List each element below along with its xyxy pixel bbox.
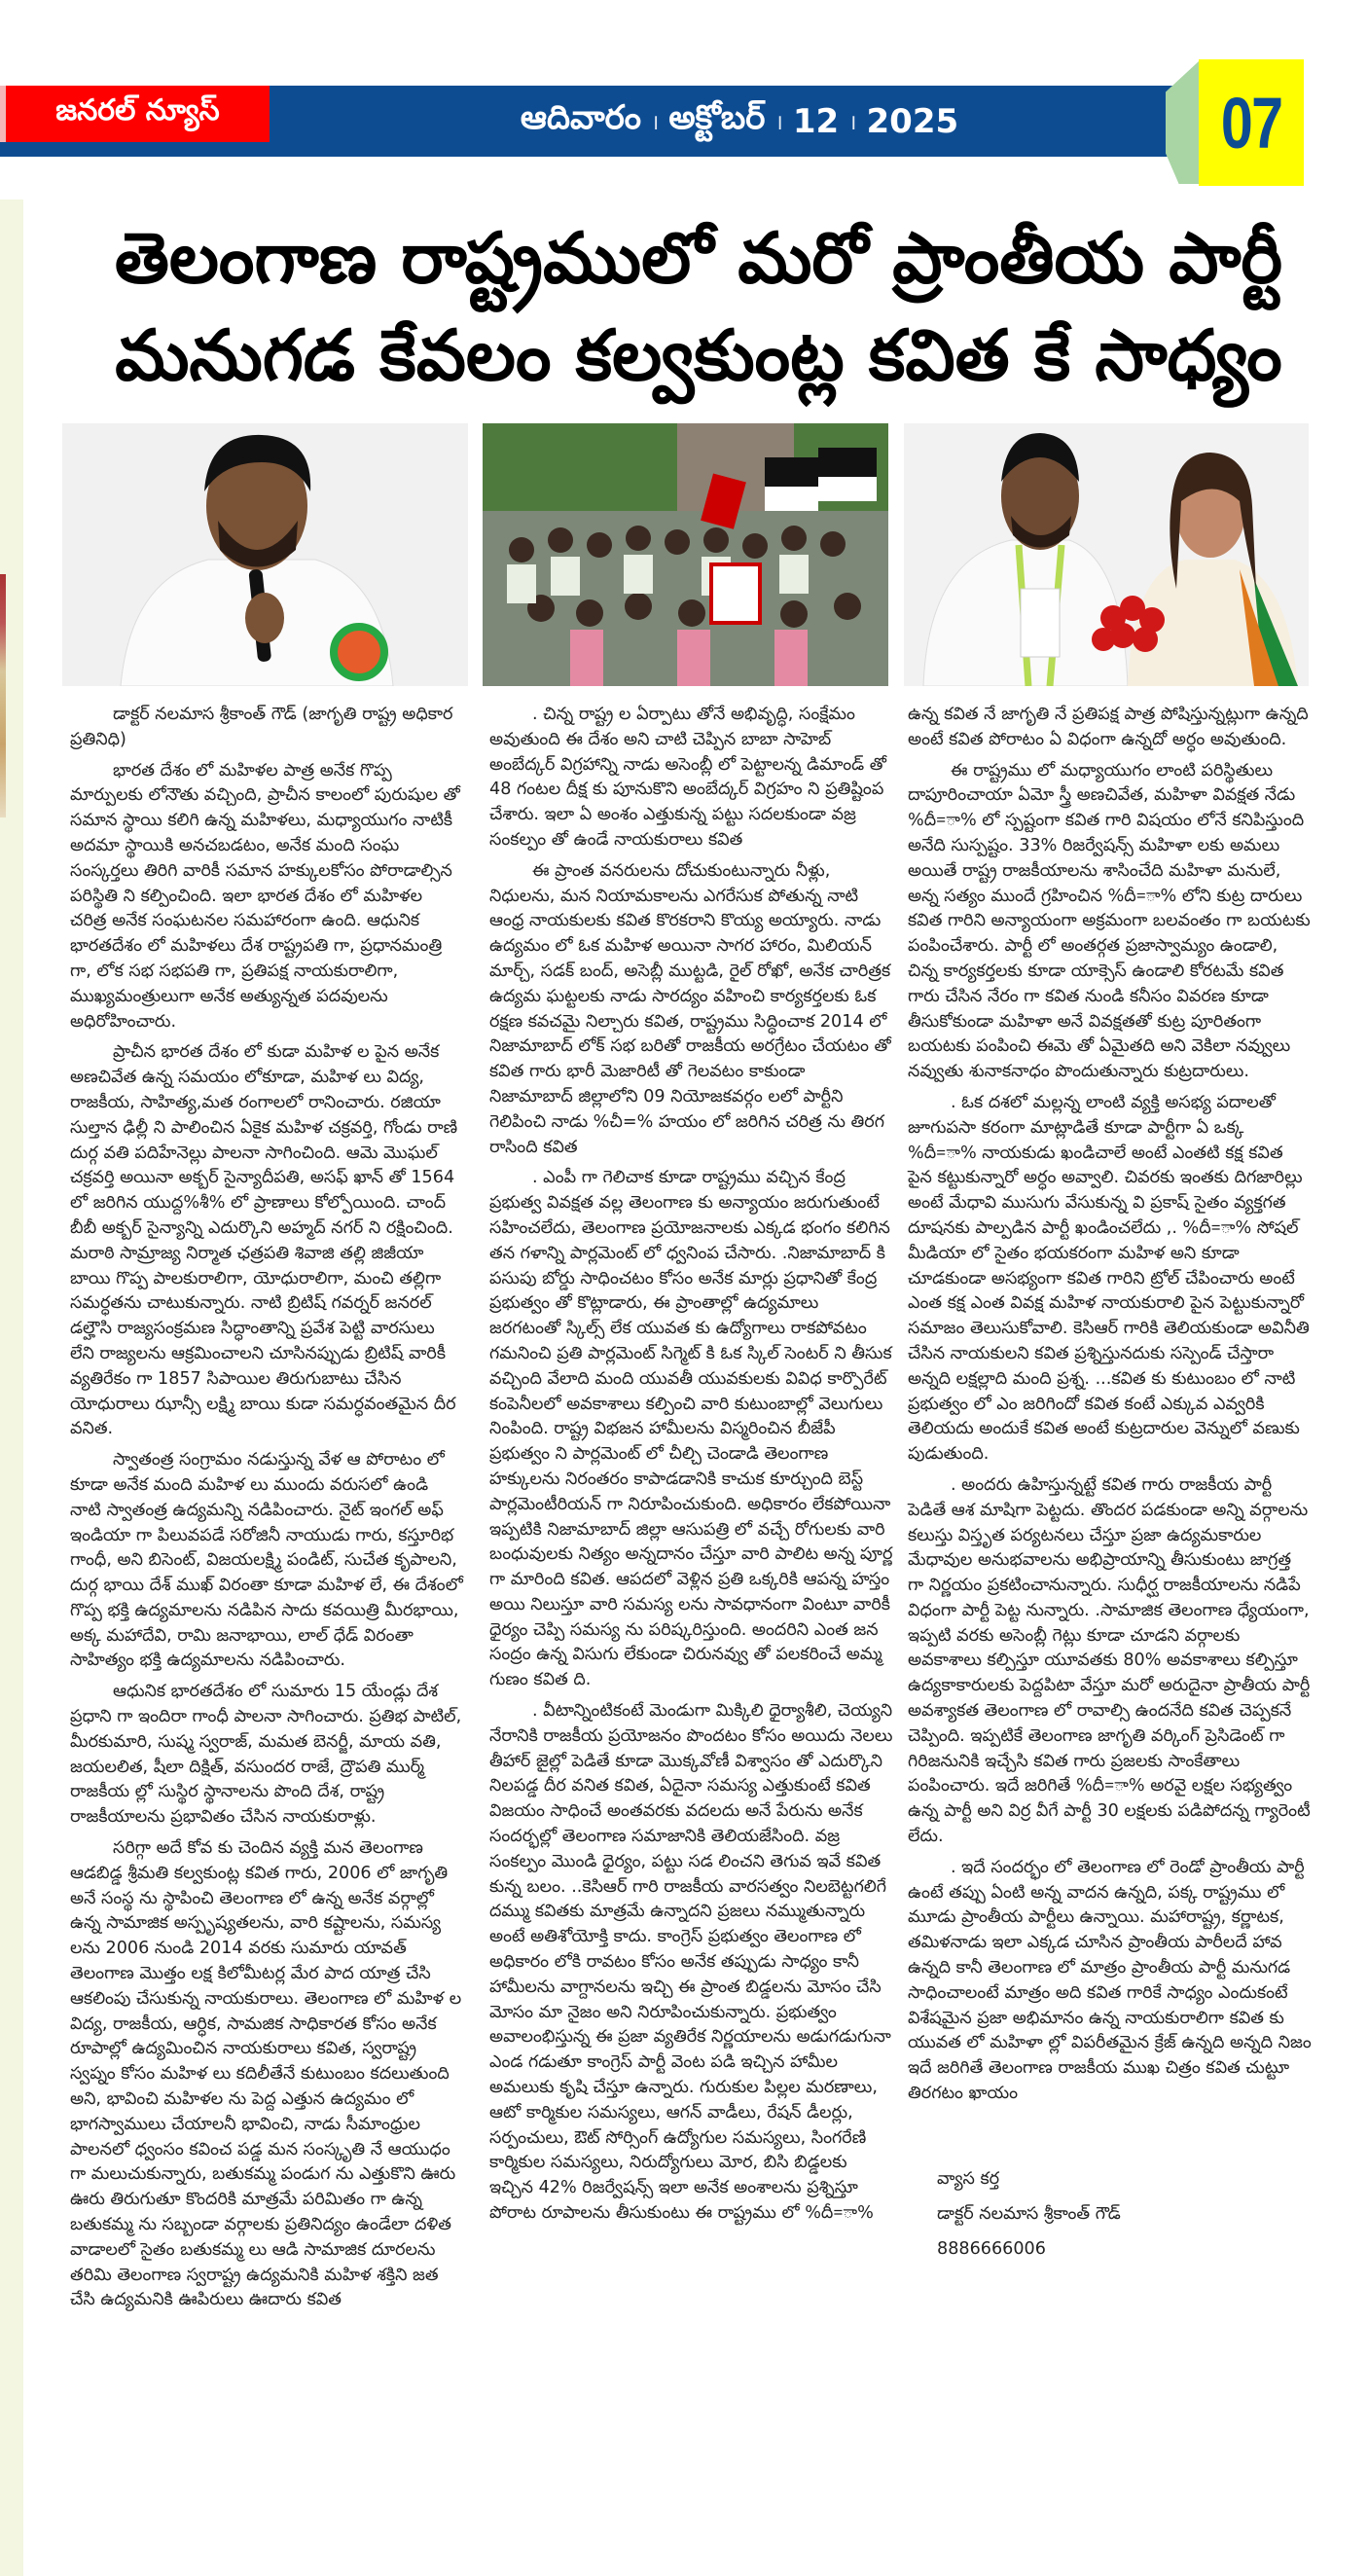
byline-author: డాక్టర్ నలమాస శ్రీకాంత్ గౌడ్ xyxy=(937,2203,1121,2224)
date-day: ఆదివారం xyxy=(520,98,642,137)
date-month: అక్టోబర్ xyxy=(668,98,766,137)
article-paragraph: సరిగ్గా అదే కోవ కు చెందిన వ్యక్తి మన తెలంగాణ ఆడబిడ్డ శ్రీమతి కల్వకుంట్ల కవిత గారు, 2006 లో జాగృతి అనే సంస్థ ను స్థాపించి తెలంగాణ లో ఉన్న అనేక వర్గాల్లో ఉన్న సామాజిక అస్పృష్యతలను, వారి కష్టాలను, సమస్య లను 2006 నుండి 2014 వరకు సుమారు యావత్ తెలంగాణ మొత్తం లక్ష కిలోమీటర్ల మేర పాద యాత్ర చేసి ఆకలింపు చేసుకున్న నాయకురాలు. తెలంగాణ లో మహిళ ల విద్య, రాజకీయ, ఆర్ధిక, సామజిక సాధికారత కోసం అనేక రూపాల్లో ఉద్యమించిన నాయకురాలు కవిత, స్వరాష్ట్ర స్వప్నం కోసం మహిళ లు కదిలీతేనే కుటుంబం కదలుతుంది అని, భావించి మహిళల ను పెద్ద ఎత్తున ఉద్యమం లో భాగస్వాములు చేయాలనీ భావించి, నాడు సీమాంధ్రుల పాలనలో ధ్వంసం కవించ పడ్డ మన సంస్కృతి నే ఆయుధం గా మలుచుకున్నారు, బతుకమ్మ పండుగ ను ఎత్తుకొని ఊరు ఊరు తిరుగుతూ కొందరికి మాత్రమే పరిమితం గా ఉన్న బతుకమ్మ ను సబ్బండా వర్గాలకు ప్రతినిద్యం ఉండేలా దళిత వాడాలలో సైతం బతుకమ్మ లు ఆడి సామాజిక దూరలను తరిమి తెలంగాణ స్వరాష్ట్ర ఉద్యమనికి మహిళ శక్తిని జత చేసి ఉద్యమనికి ఊపిరులు ఊదారు కవిత xyxy=(70,1838,462,2310)
article-paragraph: . వీటాన్నింటికంటే మెండుగా మిక్కిలి ధైర్యాశీలి, చెయ్యని నేరానికి రాజకీయ ప్రయోజనం పొందటం కోసం అయిదు నెలలు తీహార్ జైల్లో పెడితే కూడా మొక్కవోణీ విశ్వాసం తో ఎదుర్కొని నిలపడ్డ దీర వనిత కవిత, ఏదైనా సమస్య ఎత్తుకుంటే కవిత విజయం సాధించే అంతవరకు వదలదు అనే పేరును అనేక సందర్భల్లో తెలంగాణ సమాజానికి తెలియజేసింది. వజ్ర సంకల్పం మొండి ధైర్యం, పట్టు సడ లించని తెగువ ఇవే కవిత కున్న బలం. ..కెసిఆర్ గారి రాజకీయ వారసత్వం నిలబెట్టగలిగే దమ్ము కవితకు మాత్రమే ఉన్నాదని ప్రజలు నమ్ముతున్నారు అంటే అతిశోయోక్తి కాదు. కాంగ్రెస్ ప్రభుత్వం తెలంగాణ లో అధికారం లోకి రావటం కోసం అనేక తప్పుడు సాధ్యం కానీ హామీలను వాగ్దానలను ఇచ్చి ఈ ప్రాంత బిడ్డలను మోసం చేసి మోసం మా నైజం అని నిరూపించుకున్నారు. ప్రభుత్వం అవాలంభిస్తున్న ఈ ప్రజా వ్యతిరేక నిర్ణయాలను అడుగడుగునా ఎండ గడుతూ కాంగ్రెస్ పార్టీ వెంట పడి ఇచ్చిన హామీల అమలుకు కృషి చేస్తూ ఉన్నారు. గురుకుల పిల్లల మరణాలు, ఆటో కార్మికుల సమస్యలు, ఆగన్ వాడీలు, రేషన్ డీలర్లు, సర్పంచులు, ఔట్ సోర్సింగ్ ఉద్యోగుల సమస్యలు, సింగరేణి కార్మికుల సమస్యలు, నిరుద్యోగులు మోర, బిసి బిడ్డలకు ఇచ్చిన 42% రిజర్వేషన్స్ ఇలా అనేక అంశాలను ప్రశ్నిస్తూ పోరాట రూపాలను తీసుకుంటు ఈ రాష్ట్రము లో %దీ=ా% xyxy=(489,1701,893,2224)
byline-label: వ్యాస కర్త xyxy=(937,2168,1000,2189)
byline-phone: 8886666006 xyxy=(937,2238,1046,2259)
article-column-1 xyxy=(70,703,464,2319)
article-paragraph: ఈ ప్రాంత వనరులను దోచుకుంటున్నారు నీళ్లు, నిధులను, మన నియామకాలను ఎగరేసుక పోతున్న నాటి ఆంధ్ర నాయకులకు కవిత కొరకరాని కొయ్య అయ్యారు. నాడు ఉద్యమం లో ఓక మహిళ అయినా సాగర హారం, మిలియన్ మార్చ్, సడక్ బంద్, అసెబ్లీ ముట్టడి, రైల్ రోఖో, అనేక చారిత్రక ఉద్యమ ఘట్టలకు నాడు సారద్యం వహించి కార్యకర్తలకు ఓక రక్షణ కవచమై నిల్చారు కవిత, రాష్ట్రము సిద్ధించాక 2014 లో నిజామాబాద్ లోక్ సభ బరితో రాజకీయ అరగ్రేటం చేయటం తో కవిత గారు భారీ మెజారిటీ తో గెలవటం కాకుండా నిజామాబాద్ జిల్లాలోని 09 నియోజకవర్గం లలో పార్టీని గెలిపించి నాడు %చీ=% హయం లో జరిగిన చరిత్ర ను తిరగ రాసింది కవిత xyxy=(489,860,891,1157)
meeting-figures xyxy=(904,423,1309,686)
article-paragraph: . చిన్న రాష్ట్ర ల ఏర్పాటు తోనే అభివృద్ధి, సంక్షేమం అవుతుంది ఈ దేశం అని చాటి చెప్పిన బాబా సాహెబ్ అంబేద్కర్ విగ్రహాన్ని నాడు అసెంబ్లీ లో పెట్టాలన్న డిమాండ్ తో 48 గంటల దీక్ష కు పూనుకొని అంబేద్కర్ విగ్రహం ని ప్రతిష్టింప చేశారు. ఇలా ఏ అంశం ఎత్తుకున్న పట్టు సదలకుండా వజ్ర సంకల్పం తో ఉండే నాయకురాలు కవిత xyxy=(489,705,886,850)
protest-crowd xyxy=(483,423,888,686)
article-paragraph: ప్రాచీన భారత దేశం లో కుడా మహిళ ల పైన అనేక అణచివేత ఉన్న సమయం లోకూడా, మహిళ లు విద్య, రాజకీయ, సాహిత్య,మత రంగాలలో రానించారు. రజియా సుల్తాన ఢిల్లీ ని పాలించిన ఏకైక మహిళ చక్రవర్తి, గోండు రాణి దుర్గ వతి పదిహేనెల్లు పాలనా సాగించింది. ఆమె మొఘల్ చక్రవర్తి అయినా అక్బర్ సైన్యాదీపతి, అసఫ్ ఖాన్ తో 1564 లో జరిగిన యుద్ద%శీ% లో ప్రాణాలు కోల్పోయింది. చాంద్ బీబీ అక్బర్ సైన్యాన్ని ఎదుర్కొని అహ్మద్ నగర్ ని రక్షించింది. మరాఠి సామ్రాజ్య నిర్మాత ఛత్రపతి శివాజి తల్లి జిజీయా బాయి గొప్ప పాలకురాలిగా, యోధురాలిగా, మంచి తల్లిగా సమర్ధతను చాటుకున్నారు. నాటి బ్రిటిష్ గవర్నర్ జనరల్ డల్హౌసి రాజ్యసంక్రమణ సిద్ధాంతాన్ని ప్రవేశ పెట్టి వారసులు లేని రాజ్యలను ఆక్రమించాలని చూసినప్పుడు బ్రిటిష్ వారికీ వ్యతిరేకం గా 1857 సిపాయిల తిరుగుబాటు చేసిన యోధురాలు ఝాన్సీ లక్ష్మి బాయి కుడా సమర్ధవంతమైన దీర వనిత. xyxy=(70,1042,458,1439)
page-number-fold xyxy=(1166,61,1199,184)
article-paragraph: . అందరు ఉహిస్తున్నట్టే కవిత గారు రాజకీయ పార్టీ పెడితే ఆశ మాషిగా పెట్టదు. తొందర పడకుండా అన్ని వర్గాలను కలుస్తు విస్తృత పర్యటనలు చేస్తూ ప్రజా ఉద్యమకారుల మేధావుల అనుభవాలను అభిప్రాయాన్ని తీసుకుంటు జాగ్రత్త గా నిర్ణయం ప్రకటించానున్నారు. సుధీర్ఘ రాజకీయాలను నడిపే విధంగా పార్టీ పెట్ట నున్నారు. .సామాజిక తెలంగాణ ధ్యేయంగా, ఇప్పటి వరకు అసెంబ్లీ గెట్లు కూడా చూడని వర్గాలకు అవకాశాలు కల్పిస్తూ యూవతకు 80% అవకాశాలు కల్పిస్తూ ఉద్యకాకారులకు పెద్దపిటా వేస్తూ మరో అరుదైనా ప్రాతీయ పార్టీ అవశ్యాకత తెలంగాణ లో రావాల్సి ఉందనేది కవిత చెప్పకనే చెప్పింది. ఇప్పటికే తెలంగాణ జాగృతి వర్కింగ్ ప్రెసిడెంట్ గా గిరిజనునికి ఇచ్చేసి కవిత గారు ప్రజలకు సాంకేతాలు పంపించారు. ఇదే జరిగితే %దీ=ా% అరవై లక్షల సభ్యత్వం ఉన్న పార్టీ అని విర్ర వీగే పార్టీ 30 లక్షలకు పడిపోదన్న గ్యారెంటీ లేదు. xyxy=(908,1474,1311,1847)
article-column-3 xyxy=(908,703,1312,2267)
date-separator: । xyxy=(651,111,660,135)
adjacent-page-strip xyxy=(0,200,23,2576)
article-paragraph: ఆధునిక భారతదేశం లో సుమారు 15 యేండ్లు దేశ ప్రధాని గా ఇందిరా గాంధీ పాలనా సాగించారు. ప్రతిభ పాటిల్, మీరకుమారి, సుష్మ స్వరాజ్, మమత బెనర్జీ, మాయ వతి, జయలలిత, షీలా దిక్షిత్, వసుందర రాజే, ద్రౌపతి ముర్మ్ రాజకీయ ల్లో సుస్థిర స్థానాలను పొంది దేశ, రాష్ట్ర రాజకీయాలను ప్రభావితం చేసిన నాయకురాళ్లు. xyxy=(70,1682,462,1828)
date-separator: । xyxy=(774,111,783,135)
adjacent-page-image xyxy=(0,574,6,817)
author-line: డాక్టర్ నలమాస శ్రీకాంత్ గౌడ్ (జాగృతి రాష్ట్ర అధికార ప్రతినిధి) xyxy=(70,705,453,749)
page-number-box xyxy=(1199,59,1304,186)
speaker-figure xyxy=(62,423,468,686)
byline xyxy=(937,2161,1312,2267)
headline-line-2: మనుగడ కేవలం కల్వకుంట్ల కవిత కే సాధ్యం xyxy=(115,314,1282,396)
photo-protest xyxy=(483,423,888,686)
date-date: 12 xyxy=(792,102,840,141)
article-paragraph: ఈ రాష్ట్రము లో మధ్యాయుగం లాంటి పరిస్థితులు దాపూరించాయా ఏమో స్త్రీ అణచివేత, మహిళా వివక్షత నేడు %దీ=ా% లో స్పష్టంగా కవిత గారి విషయం లోనే కనిపిస్తుంది అనేది సుస్పష్టం. 33% రిజర్వేషన్స్ మహిళా లకు అమలు అయితే రాష్ట్ర రాజకీయాలను శాసించేది మహిళా మనులే, అన్న సత్యం ముందే గ్రహించిన %దీ=ా% లోని కుట్ర దారులు కవిత గారిని అన్యాయంగా అక్రమంగా బలవంతం గా బయటకు పంపించేశారు. పార్టీ లో అంతర్గత ప్రజాస్వామ్యం ఉండాలి, చిన్న కార్యకర్తలకు కూడా యాక్సెస్ ఉండాలి కోరటమే కవిత గారు చేసిన నేరం గా కవిత నుండి కనీసం వివరణ కూడా తీసుకోకుండా మహిళా అనే వివక్షతతో కుట్ర పూరితంగా బయటకు పంపించి ఈమె తో ఏమైతది అని వెకిలా నవ్వులు నవ్వుతు శునాకనాధం పొందుతున్నారు కుట్రదారులు. xyxy=(908,760,1311,1082)
date-separator: । xyxy=(848,111,857,135)
article-column-2 xyxy=(489,703,893,2232)
photo-meeting xyxy=(904,423,1309,686)
article-paragraph: స్వాతంత్ర సంగ్రామం నడుస్తున్న వేళ ఆ పోరాటం లో కూడా అనేక మంది మహిళ లు ముందు వరుసలో ఉండి నాటి స్వాతంత్ర ఉద్యమన్ని నడిపించారు. నైట్ ఇంగల్ అఫ్ ఇండియా గా పిలువపడే సరోజినీ నాయుడు గారు, కస్తూరిభ గాంధీ, అని బిసెంట్, విజయలక్ష్మి పండిట్, సుచేత కృపాలని, దుర్గ భాయి దేశ్ ముఖ్ విరంతా కూడా మహిళ లే, ఈ దేశంలో గొప్ప భక్తి ఉద్యమాలను నడిపిన సాదు కవయిత్రి మీరభాయి, అక్క మహాదేవి, రామి జనాభాయి, లాల్ ధేడ్ విరంతా సాహిత్యం భక్తి ఉద్యమాలను నడిపించారు. xyxy=(70,1450,463,1671)
section-label: జనరల్ న్యూస్ xyxy=(6,86,270,142)
date-year: 2025 xyxy=(866,102,959,141)
article-paragraph: . ఓక దశలో మల్లన్న లాంటి వ్యక్తి అసభ్య పదాలతో జూగుపసా కరంగా మాట్లాడితే కూడా పార్టీగా ఏ ఒక్క %దీ=ా% నాయకుడు ఖండిచాలే అంటే ఎంతటి కక్ష కవిత పైన కట్టుకున్నారో అర్ధం అవ్వాలి. చివరకు ఇంతకు దిగజారిల్లు అంటే మేధావి ముసుగు వేసుకున్న వి ప్రకాష్ సైతం వ్యక్తగత దూషనకు పాల్పడిన పార్టీ ఖండించలేదు ,. %దీ=ా% సోషల్ మీడియా లో సైతం భయకరంగా మహిళ అని కూడా చూడకుండా అసభ్యంగా కవిత గారిని ట్రోల్ చేపించారు అంటే ఎంత కక్ష ఎంత వివక్ష మహిళ నాయకురాలి పైన పెట్టుకున్నారో సమాజం తెలుసుకోవాలి. కెసిఆర్ గారికి తెలియకుండా అవినీతి చేసిన నాయకులని కవిత ప్రశ్నిస్తునదుకు సస్పెండ్ చేస్తారా అన్నది లక్షల్లాది మంది ప్రశ్న. ...కవిత కు కుటుంబం లో నాటి ప్రభుత్వం లో ఎం జరిగిందో కవిత కంటే ఎక్కువ ఎవ్వరికి తెలియదు అందుకే కవిత అంటే కుట్రదారుల వెన్నులో వణుకు పుడుతుంది. xyxy=(908,1092,1310,1465)
headline-line-1: తెలంగాణ రాష్ట్రములో మరో ప్రాంతీయ పార్టీ xyxy=(114,217,1283,299)
article-paragraph: . ఎంపీ గా గెలిచాక కూడా రాష్ట్రము వచ్చిన కేంద్ర ప్రభుత్వ వివక్షత వల్ల తెలంగాణ కు అన్యాయం జరుగుతుంటే సహించలేదు, తెలంగాణ ప్రయోజనాలకు ఎక్కడ భంగం కలిగిన తన గళాన్ని పార్లమెంట్ లో ధ్వనింప చేసారు. .నిజామాబాద్ కి పసుపు బోర్డు సాధించటం కోసం అనేక మార్లు ప్రధానితో కేంద్ర ప్రభుత్వం తో కొట్లాడారు, ఈ ప్రాంతాల్లో ఉద్యమాలు జరగటంతో స్కిల్స్ లేక యువత కు ఉద్యోగాలు రాకపోవటం గమనించి ప్రతి పార్లమెంట్ సిగ్మెట్ కి ఓక స్కిల్ సెంటర్ ని తీసుక వచ్చింది వేలాది మంది యువతీ యువకులకు వివిధ కార్పొరేట్ కంపెనీలలో అవకాశాలు కల్పించి వారి కుటుంబాల్లో వెలుగులు నింపింది. రాష్ట్ర విభజన హామీలను విస్మరించిన బీజేపీ ప్రభుత్వం ని పార్లమెంట్ లో చీల్చి చెండాడి తెలంగాణ హక్కులను నిరంతరం కాపాడడానికి కాచుక కూర్చుంది బెస్ట్ పార్లమెంటీరియన్ గా నిరూపించుకుంది. అధికారం లేకపోయినా ఇప్పటికి నిజామాబాద్ జిల్లా ఆసుపత్రి లో వచ్చే రోగులకు వారి బంధువులకు నిత్యం అన్నదానం చేస్తూ వారి పాలిట అన్న పూర్ణ గా మారింది కవిత. ఆపదలో వెళ్లిన ప్రతి ఒక్కరికి ఆపన్న హస్తం అయి నిలుస్తూ వారి సమస్య లను సావధానంగా వింటూ వారికీ ధైర్యం చెప్పి సమస్య ను పరిష్కరిస్తుంది. అందరిని ఎంత జన సంద్రం ఉన్న విసుగు లేకుండా చిరునవ్వు తో పలకరించే అమ్మ గుణం కవిత ది. xyxy=(489,1168,893,1690)
photo-speaker xyxy=(62,423,468,686)
article-paragraph: ఉన్న కవిత నే జాగృతి నే ప్రతిపక్ష పాత్ర పోషిస్తున్నట్లుగా ఉన్నది అంటే కవిత పోరాటం ఏ విధంగా ఉన్నదో అర్ధం అవుతుంది. xyxy=(908,705,1309,749)
article-paragraph: భారత దేశం లో మహిళల పాత్ర అనేక గొప్ప మార్పులకు లోనౌతు వచ్చింది, ప్రాచీన కాలంలో పురుషుల తో సమాన స్థాయి కలిగి ఉన్న మహిళలు, మధ్యాయుగం నాటికీ అదమా స్థాయికి అనచబడటం, అనేక మంది సంఘ సంస్కర్తలు తిరిగి వారికీ సమాన హక్కులకోసం పోరాడాల్సిన పరిస్థితి ని కల్పించింది. ఇలా భారత దేశం లో మహిళల చరిత్ర అనేక సంఘటనల సమహారంగా ఉంది. ఆధునిక భారతదేశం లో మహిళలు దేశ రాష్ట్రపతి గా, ప్రధానమంత్రి గా, లోక సభ సభపతి గా, ప్రతిపక్ష నాయకురాలిగా, ముఖ్యమంత్రులుగా అనేక అత్యున్నత పదవులను అధిరోహించారు. xyxy=(70,760,460,1032)
article-paragraph: . ఇదే సందర్భం లో తెలంగాణ లో రెండో ప్రాంతీయ పార్టీ ఉంటే తప్పు ఏంటి అన్న వాదన ఉన్నది, పక్క రాష్ట్రము లో మూడు ప్రాంతీయ పార్టీలు ఉన్నాయి. మహారాష్ట్ర, కర్ణాటక, తమిళనాడు ఇలా ఎక్కడ చూసిన ప్రాంతీయ పారీలదే హావ ఉన్నది కానీ తెలంగాణ లో మాత్రం ప్రాంతీయ పార్టీ మనుగడ సాధించాలంటే మాత్రం అది కవిత గారికే సాధ్యం ఎందుకంటే విశేషమైన ప్రజా అభిమానం ఉన్న నాయకురాలిగా కవిత కు యువత లో మహిళా ల్లో విపరీతమైన క్రేజ్ ఉన్నది అన్నది నిజం ఇదే జరిగితే తెలంగాణ రాజకీయ ముఖ చిత్రం కవిత చుట్టూ తిరగటం ఖాయం xyxy=(908,1857,1312,2104)
headline xyxy=(29,209,1368,404)
page-number: 07 xyxy=(1220,82,1282,163)
date-line xyxy=(467,97,1012,146)
